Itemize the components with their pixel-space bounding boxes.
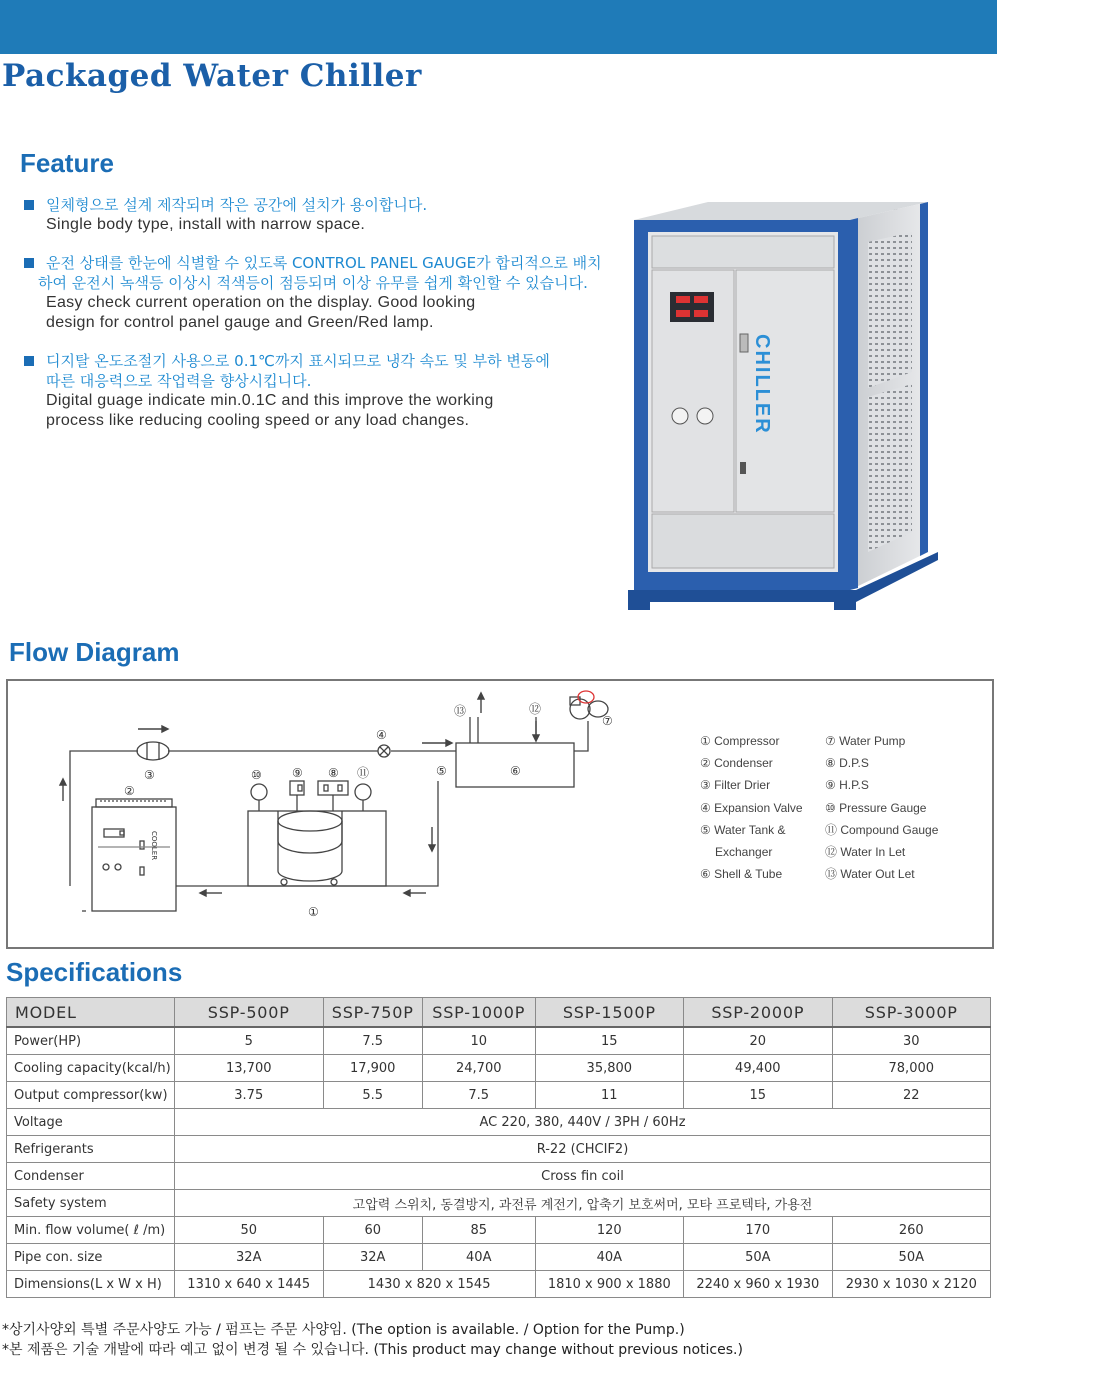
table-cell: 49,400 bbox=[684, 1055, 833, 1082]
table-cell: 15 bbox=[535, 1027, 684, 1055]
row-label: Condenser bbox=[7, 1163, 175, 1190]
flow-legend-left bbox=[700, 730, 803, 885]
row-label: Dimensions(L x W x H) bbox=[7, 1271, 175, 1298]
specifications-heading: Specifications bbox=[6, 957, 183, 987]
table-cell: 30 bbox=[832, 1027, 990, 1055]
marker-compressor: ① bbox=[308, 905, 319, 919]
feature-korean-text: 하여 운전시 녹색등 이상시 적색등이 점등되며 이상 유무를 쉽게 확인할 수 있습니다. bbox=[38, 274, 588, 292]
footnote: *상기사양외 특별 주문사양도 가능 / 펌프는 주문 사양임. (The option is available. / Option for the Pump.) bbox=[2, 1322, 685, 1338]
marker-water-out: ⑬ bbox=[454, 704, 467, 718]
table-row bbox=[7, 1136, 991, 1163]
legend-item: ① Compressor bbox=[700, 734, 780, 748]
column-header: SSP-500P bbox=[175, 998, 324, 1028]
feature-korean-text: 디지탈 온도조절기 사용으로 0.1℃까지 표시되므로 냉각 속도 및 부하 변동에 bbox=[46, 352, 550, 370]
legend-item: ⑤ Water Tank & bbox=[700, 822, 786, 837]
legend-item: ⑩ Pressure Gauge bbox=[825, 800, 927, 815]
square-bullet-icon bbox=[24, 258, 34, 268]
legend-item: ④ Expansion Valve bbox=[700, 800, 803, 815]
table-cell: 22 bbox=[832, 1082, 990, 1109]
table-cell: 50A bbox=[684, 1244, 833, 1271]
row-label: Voltage bbox=[7, 1109, 175, 1136]
table-cell: 120 bbox=[535, 1217, 684, 1244]
table-header-row bbox=[7, 998, 991, 1028]
table-cell: 20 bbox=[684, 1027, 833, 1055]
square-bullet-icon bbox=[24, 200, 34, 210]
table-row bbox=[7, 1190, 991, 1217]
footnote: *본 제품은 기술 개발에 따라 예고 없이 변경 될 수 있습니다. (This product may change without previous notices.) bbox=[2, 1342, 743, 1358]
table-cell: 85 bbox=[422, 1217, 535, 1244]
marker-water-pump: ⑦ bbox=[602, 714, 613, 728]
feature-list bbox=[22, 195, 622, 449]
table-cell: 32A bbox=[175, 1244, 324, 1271]
column-header: SSP-2000P bbox=[684, 998, 833, 1028]
header-bar bbox=[0, 0, 997, 54]
table-row bbox=[7, 1109, 991, 1136]
legend-item: ⑨ H.P.S bbox=[825, 778, 869, 793]
table-row bbox=[7, 1055, 991, 1082]
marker-water-tank: ⑤ bbox=[436, 764, 447, 778]
table-cell: AC 220, 380, 440V / 3PH / 60Hz bbox=[175, 1109, 991, 1136]
table-cell: 고압력 스위치, 동결방지, 과전류 계전기, 압축기 보호써머, 모타 프로텍타, 가용전 bbox=[175, 1190, 991, 1217]
row-label: Power(HP) bbox=[7, 1027, 175, 1055]
table-cell: 40A bbox=[422, 1244, 535, 1271]
feature-english-text: Digital guage indicate min.0.1C and this improve the working bbox=[46, 392, 494, 409]
marker-condenser: ② bbox=[124, 784, 135, 798]
legend-item: ⑥ Shell & Tube bbox=[700, 867, 783, 882]
cooler-label: COOLER bbox=[150, 831, 158, 861]
table-cell: 32A bbox=[323, 1244, 422, 1271]
column-header: SSP-750P bbox=[323, 998, 422, 1028]
marker-dps: ⑧ bbox=[328, 766, 339, 780]
column-header: SSP-1500P bbox=[535, 998, 684, 1028]
table-cell: 11 bbox=[535, 1082, 684, 1109]
marker-expansion-valve: ④ bbox=[376, 728, 387, 742]
marker-filter-drier: ③ bbox=[144, 768, 155, 782]
feature-korean-text: 운전 상태를 한눈에 식별할 수 있도록 CONTROL PANEL GAUGE가 합리적으로 배치 bbox=[46, 254, 602, 272]
legend-item: ⑧ D.P.S bbox=[825, 756, 869, 771]
legend-item: ⑫ Water In Let bbox=[825, 845, 906, 860]
table-cell: Cross fin coil bbox=[175, 1163, 991, 1190]
table-cell: 7.5 bbox=[323, 1027, 422, 1055]
row-label: Pipe con. size bbox=[7, 1244, 175, 1271]
feature-english-text: process like reducing cooling speed or any load changes. bbox=[46, 412, 470, 429]
table-cell: 35,800 bbox=[535, 1055, 684, 1082]
table-row bbox=[7, 1082, 991, 1109]
chiller-label: CHILLER bbox=[751, 334, 773, 435]
marker-compound-gauge: ⑪ bbox=[357, 766, 370, 780]
table-row bbox=[7, 1217, 991, 1244]
legend-item: Exchanger bbox=[715, 845, 773, 860]
table-cell: 17,900 bbox=[323, 1055, 422, 1082]
feature-item bbox=[22, 351, 622, 431]
table-cell: 7.5 bbox=[422, 1082, 535, 1109]
row-label: Min. flow volume( ℓ /m) bbox=[7, 1217, 175, 1244]
flow-diagram-heading: Flow Diagram bbox=[9, 637, 180, 667]
row-label: Output compressor(kw) bbox=[7, 1082, 175, 1109]
table-cell: 60 bbox=[323, 1217, 422, 1244]
table-cell: 170 bbox=[684, 1217, 833, 1244]
table-cell: 15 bbox=[684, 1082, 833, 1109]
feature-english-text: Easy check current operation on the display. Good looking bbox=[46, 294, 476, 311]
marker-pressure-gauge: ⑩ bbox=[251, 768, 262, 782]
table-row bbox=[7, 1163, 991, 1190]
table-cell: 40A bbox=[535, 1244, 684, 1271]
row-label: Safety system bbox=[7, 1190, 175, 1217]
table-cell: 5.5 bbox=[323, 1082, 422, 1109]
chiller-unit-image bbox=[628, 192, 953, 617]
table-cell: 2240 x 960 x 1930 bbox=[684, 1271, 833, 1298]
legend-item: ⑪ Compound Gauge bbox=[825, 822, 939, 837]
table-cell: 1430 x 820 x 1545 bbox=[323, 1271, 535, 1298]
legend-item: ⑬ Water Out Let bbox=[825, 867, 915, 882]
legend-item: ③ Filter Drier bbox=[700, 778, 771, 793]
table-row bbox=[7, 1027, 991, 1055]
feature-english-text: design for control panel gauge and Green/Red lamp. bbox=[46, 314, 434, 331]
table-cell: 5 bbox=[175, 1027, 324, 1055]
table-cell: 3.75 bbox=[175, 1082, 324, 1109]
table-cell: 1310 x 640 x 1445 bbox=[175, 1271, 324, 1298]
flow-diagram bbox=[6, 679, 994, 949]
row-label: Refrigerants bbox=[7, 1136, 175, 1163]
square-bullet-icon bbox=[24, 356, 34, 366]
legend-item: ⑦ Water Pump bbox=[825, 734, 906, 748]
row-label: Cooling capacity(kcal/h) bbox=[7, 1055, 175, 1082]
table-cell: 13,700 bbox=[175, 1055, 324, 1082]
table-row bbox=[7, 1271, 991, 1298]
table-cell: 2930 x 1030 x 2120 bbox=[832, 1271, 990, 1298]
table-cell: R-22 (CHCIF2) bbox=[175, 1136, 991, 1163]
marker-shell-tube: ⑥ bbox=[510, 764, 521, 778]
marker-water-in: ⑫ bbox=[529, 702, 542, 716]
table-row bbox=[7, 1244, 991, 1271]
feature-item bbox=[22, 253, 622, 333]
table-cell: 1810 x 900 x 1880 bbox=[535, 1271, 684, 1298]
footnotes bbox=[2, 1320, 743, 1360]
feature-heading: Feature bbox=[20, 148, 114, 178]
column-header: SSP-3000P bbox=[832, 998, 990, 1028]
table-cell: 78,000 bbox=[832, 1055, 990, 1082]
page-title: Packaged Water Chiller bbox=[2, 58, 422, 94]
table-cell: 24,700 bbox=[422, 1055, 535, 1082]
table-cell: 50 bbox=[175, 1217, 324, 1244]
column-header: SSP-1000P bbox=[422, 998, 535, 1028]
feature-korean-text: 따른 대응력으로 작업력을 향상시킵니다. bbox=[46, 372, 312, 390]
specifications-table bbox=[6, 997, 991, 1298]
feature-item bbox=[22, 195, 622, 235]
flow-legend-right bbox=[825, 730, 938, 885]
marker-hps: ⑨ bbox=[292, 766, 303, 780]
table-cell: 260 bbox=[832, 1217, 990, 1244]
legend-item: ② Condenser bbox=[700, 756, 773, 771]
table-cell: 10 bbox=[422, 1027, 535, 1055]
feature-korean-text: 일체형으로 설계 제작되며 작은 공간에 설치가 용이합니다. bbox=[46, 196, 428, 214]
table-cell: 50A bbox=[832, 1244, 990, 1271]
column-header: MODEL bbox=[7, 998, 175, 1028]
feature-english-text: Single body type, install with narrow space. bbox=[46, 216, 366, 233]
